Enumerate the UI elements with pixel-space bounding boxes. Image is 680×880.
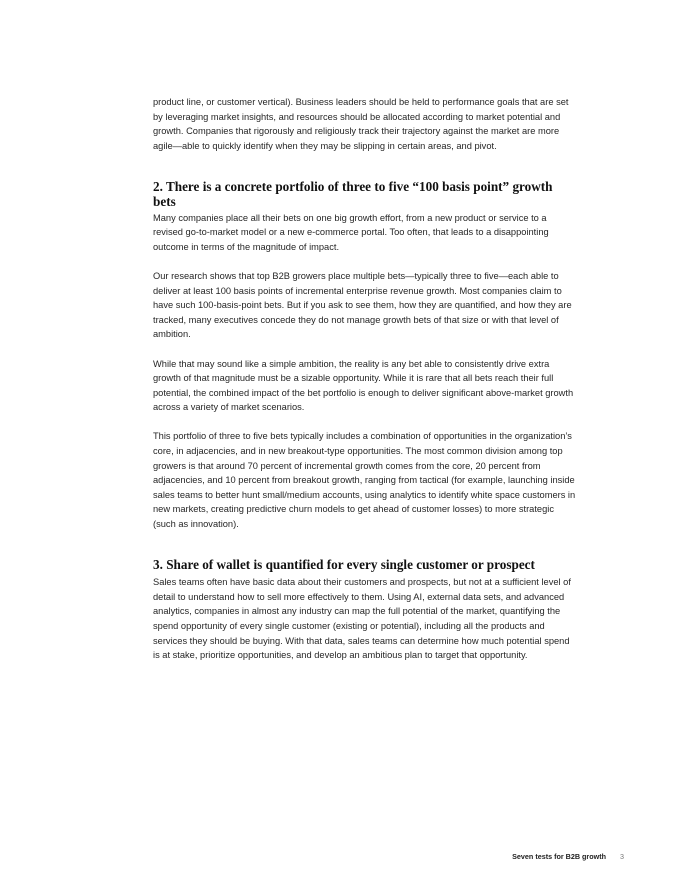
section-2-paragraph-1: Many companies place all their bets on one big growth effort, from a new product or service to a revised go-to-market model or a new e-commerce portal. Too often, that leads to a disappointing outcome in terms of the magnitude of impact.: [153, 212, 549, 252]
section-2-paragraph-2: Our research shows that top B2B growers place multiple bets—typically three to five—each able to deliver at least 100 basis points of incremental enterprise revenue growth. Most companies claim to have such 100-basis-point bets. But if you ask to see them, how they are quantified, and how they are tracked, many executives concede they do not manage growth bets of that size or with that level of ambition.: [153, 270, 572, 340]
section-2-heading: 2. There is a concrete portfolio of three to five “100 basis point” growth bets: [153, 179, 553, 209]
section-3-paragraph-1: Sales teams often have basic data about their customers and prospects, but not at a sufficient level of detail to understand how to sell more effectively to them. Using AI, external data sets, and advanced analytics, companies in almost any industry can map the full potential of the market, quantifying the spend opportunity of every single customer (existing or potential), including all the products and services they should be buying. With that data, sales teams can determine how much potential spend is at stake, prioritize opportunities, and develop an ambitious plan to target that opportunity.: [153, 577, 571, 661]
page-number: 3: [620, 852, 624, 861]
section-2-paragraph-4: This portfolio of three to five bets typically includes a combination of opportunities in the organization’s core, in adjacencies, and in new breakout-type opportunities. The most common division among top growers is that around 70 percent of incremental growth comes from the core, 20 percent from adjacencies, and 10 percent from breakout growth, ranging from tactical (for example, launching inside sales teams to better hunt small/medium accounts, using analytics to identify white space customers in new markets, creating predictive churn models to get ahead of customer losses) to more strategic (such as innovation).: [153, 431, 576, 530]
page-footer: [512, 852, 624, 862]
section-2-paragraph-3: While that may sound like a simple ambition, the reality is any bet able to consistently drive extra growth of that magnitude must be a sizable opportunity. While it is rare that all bets reach their full potential, the combined impact of the bet portfolio is enough to deliver significant above-market growth across a variety of market scenarios.: [153, 358, 574, 413]
article-body: [153, 95, 577, 663]
footer-title: Seven tests for B2B growth: [512, 852, 606, 861]
intro-paragraph: product line, or customer vertical). Business leaders should be held to performance goals that are set by leveraging market insights, and resources should be allocated according to market potential and growth. Companies that rigorously and religiously track their trajectory against the market are more agile—able to quickly identify when they may be slipping in certain areas, and pivot.: [153, 97, 569, 151]
section-3-heading: 3. Share of wallet is quantified for every single customer or prospect: [153, 556, 535, 572]
